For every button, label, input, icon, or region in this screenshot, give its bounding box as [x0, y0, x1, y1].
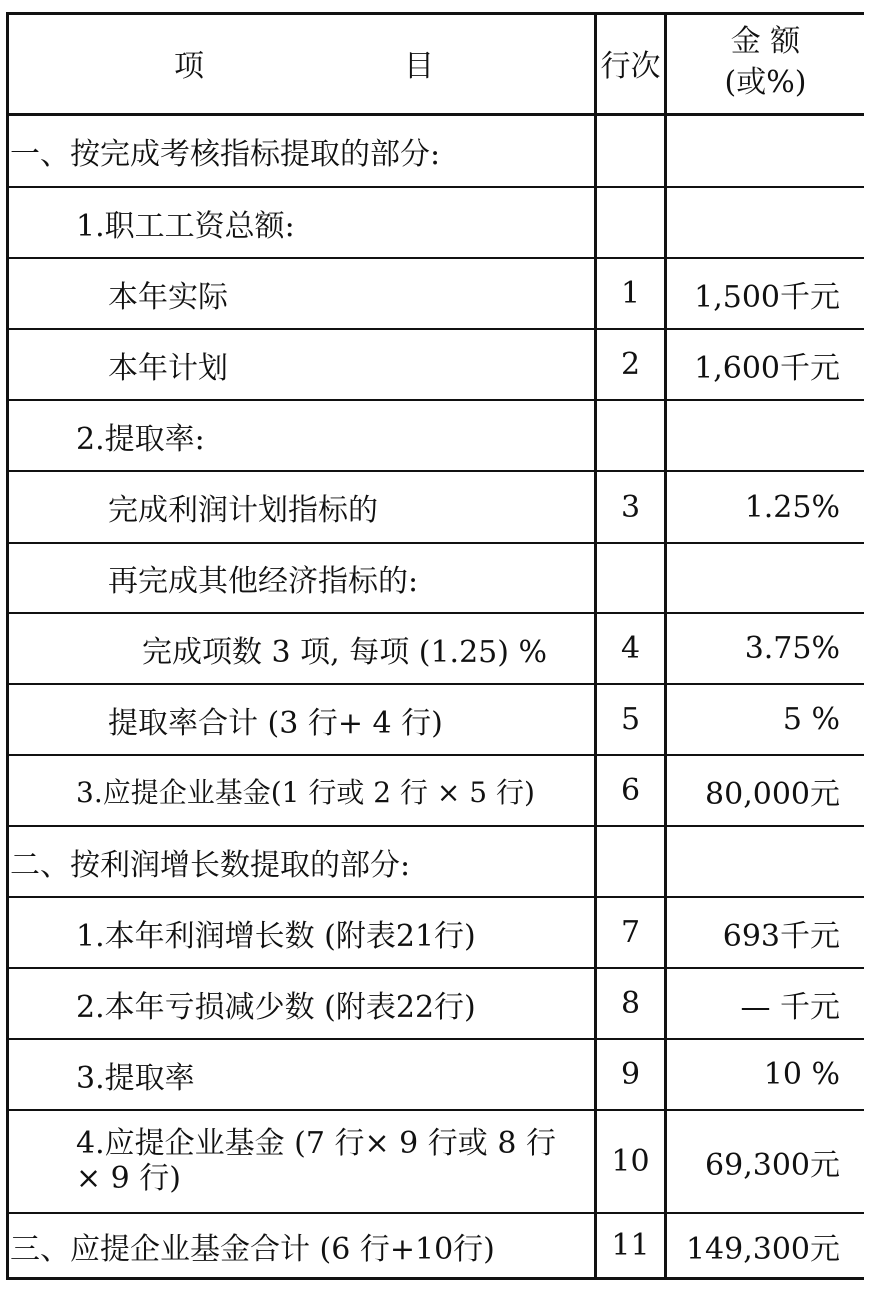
row-no: 11 [611, 1228, 650, 1263]
row-item: 二、按利润增长数提取的部分: [10, 847, 411, 883]
row-no: 10 [611, 1144, 650, 1179]
row-amount: 1,500千元 [694, 279, 840, 315]
header-row-no: 行次 [600, 48, 661, 84]
row-item: 三、应提企业基金合计 (6 行+10行) [10, 1231, 495, 1267]
row-amount: 693千元 [722, 918, 840, 954]
row-item: 1.本年利润增长数 (附表21行) [76, 918, 476, 954]
row-item: 完成项数 3 项, 每项 (1.25) % [142, 634, 548, 670]
row-amount: 149,300元 [685, 1231, 840, 1267]
row-amount: 69,300元 [705, 1147, 840, 1183]
fund-table [6, 12, 864, 1280]
row-item: 本年计划 [108, 350, 228, 386]
row-no: 3 [620, 489, 641, 525]
table-bottom-border [6, 1277, 864, 1280]
row-no: 7 [620, 915, 641, 950]
row-amount: 10 % [763, 1057, 840, 1092]
row-no: 9 [620, 1057, 641, 1092]
row-item: 4.应提企业基金 (7 行× 9 行或 8 行× 9 行) [76, 1126, 556, 1196]
row-amount: — 千元 [740, 989, 840, 1025]
header-amount-line1: 金 额 [730, 24, 801, 59]
row-item: 1.职工工资总额: [76, 208, 295, 244]
row-item: 完成利润计划指标的 [108, 493, 378, 528]
row-item: 再完成其他经济指标的: [108, 564, 419, 599]
header-amount-line2: (或%) [724, 64, 807, 100]
row-amount: 3.75% [744, 631, 840, 666]
row-no: 5 [620, 702, 641, 737]
header-item-right: 目 [404, 48, 434, 84]
row-item: 2.提取率: [76, 421, 205, 457]
row-item: 3.提取率 [76, 1060, 195, 1096]
row-no: 8 [620, 986, 641, 1021]
row-no: 1 [620, 276, 641, 311]
header-item [6, 12, 594, 113]
row-item: 本年实际 [108, 279, 228, 315]
row-item: 提取率合计 (3 行+ 4 行) [108, 705, 443, 741]
row-amount: 5 % [782, 702, 840, 737]
row-item: 2.本年亏损减少数 (附表22行) [76, 989, 476, 1025]
row-no: 4 [620, 631, 641, 666]
row-no: 6 [620, 773, 641, 808]
row-no: 2 [620, 347, 641, 382]
row-amount: 80,000元 [705, 776, 840, 812]
header-amount [667, 12, 864, 113]
header-item-left: 项 [174, 48, 204, 84]
row-amount: 1.25% [744, 489, 840, 525]
row-amount: 1,600千元 [694, 350, 840, 386]
row-item: 3.应提企业基金(1 行或 2 行 × 5 行) [76, 775, 535, 809]
row-item: 一、按完成考核指标提取的部分: [10, 136, 441, 172]
